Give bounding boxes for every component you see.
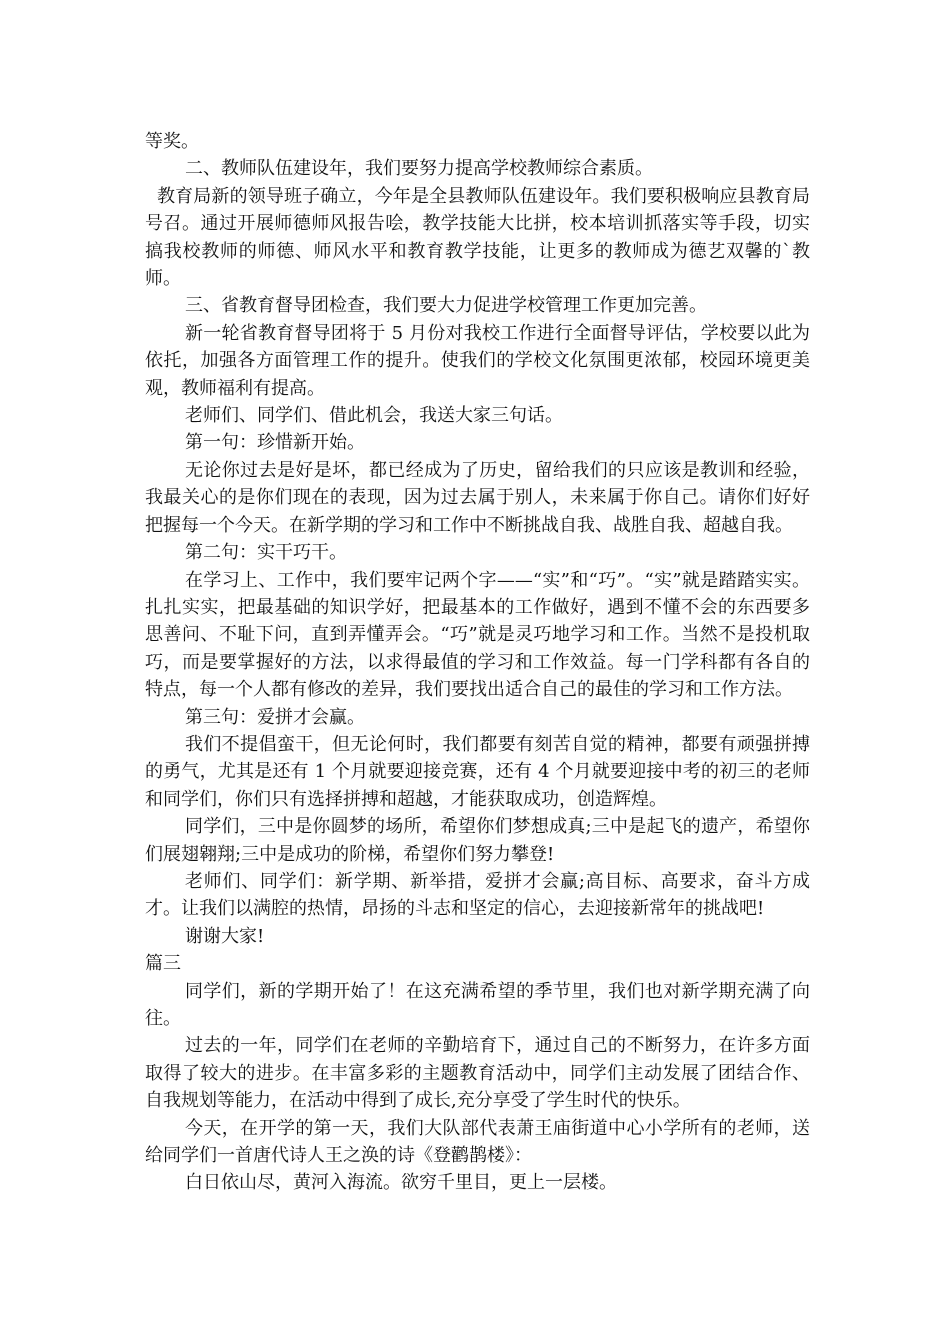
paragraph-20: 白日依山尽，黄河入海流。欲穷千里目，更上一层楼。 bbox=[185, 1172, 617, 1194]
paragraph-17: 同学们，新的学期开始了！在这充满希望的季节里，我们也对新学期充满了向往。 bbox=[145, 980, 810, 1029]
document-page bbox=[145, 128, 810, 1197]
paragraph-1: 等奖。 bbox=[145, 131, 199, 152]
paragraph-2: 二、教师队伍建设年，我们要努力提高学校教师综合素质。 bbox=[185, 158, 653, 180]
paragraph-8: 无论你过去是好是坏，都已经成为了历史，留给我们的只应该是教训和经验，我最关心的是你们现在的表现，因为过去属于别人，未来属于你自己。请你们好好把握每一个今天。在新学期的学习和工作中不断挑战自我、战胜自我、超越自我。 bbox=[145, 459, 810, 536]
paragraph-10: 在学习上、工作中，我们要牢记两个字——“实”和“巧”。“实”就是踏踏实实。扎扎实实，把最基础的知识学好，把最基本的工作做好，遇到不懂不会的东西要多思善问、不耻下问，直到弄懂弄会。“巧”就是灵巧地学习和工作。当然不是投机取巧，而是要掌握好的方法，以求得最值的学习和工作效益。每一门学科都有各自的特点，每一个人都有修改的差异，我们要找出适合自己的最佳的学习和工作方法。 bbox=[145, 569, 810, 701]
paragraph-3: 教育局新的领导班子确立，今年是全县教师队伍建设年。我们要积极响应县教育局号召。通过开展师德师风报告哙，教学技能大比拼，校本培训抓落实等手段，切实搞我校教师的师德、师风水平和教育教学技能，让更多的教师成为德艺双馨的`教师。 bbox=[145, 185, 810, 290]
paragraph-12: 我们不提倡蛮干，但无论何时，我们都要有刻苦自觉的精神，都要有顽强拼搏的勇气，尤其是还有 1 个月就要迎接竞赛，还有 4 个月就要迎接中考的初三的老师和同学们，你们只有选择拼搏和超越，才能获取成功，创造辉煌。 bbox=[145, 733, 810, 810]
paragraph-19: 今天，在开学的第一天，我们大队部代表萧王庙街道中心小学所有的老师，送给同学们一首唐代诗人王之涣的诗《登鹳鹊楼》： bbox=[145, 1117, 810, 1167]
paragraph-11: 第三句：爱拼才会赢。 bbox=[185, 706, 365, 728]
paragraph-4: 三、省教育督导团检查，我们要大力促进学校管理工作更加完善。 bbox=[185, 295, 707, 317]
paragraph-7: 第一句：珍惜新开始。 bbox=[185, 432, 365, 454]
paragraph-14: 老师们、同学们：新学期、新举措，爱拼才会赢;高目标、高要求，奋斗方成才。让我们以满腔的热情，昂扬的斗志和坚定的信心，去迎接新常年的挑战吧! bbox=[145, 870, 810, 920]
paragraph-6: 老师们、同学们、借此机会，我送大家三句话。 bbox=[185, 405, 563, 427]
paragraph-9: 第二句：实干巧干。 bbox=[185, 542, 347, 564]
section-heading: 篇三 bbox=[145, 953, 181, 975]
paragraph-18: 过去的一年，同学们在老师的辛勤培育下，通过自己的不断努力，在许多方面取得了较大的进步。在丰富多彩的主题教育活动中，同学们主动发展了团结合作、自我规划等能力，在活动中得到了成长,充分享受了学生时代的快乐。 bbox=[145, 1035, 810, 1112]
paragraph-13: 同学们，三中是你圆梦的场所，希望你们梦想成真;三中是起飞的遗产，希望你们展翅翱翔;三中是成功的阶梯，希望你们努力攀登! bbox=[145, 816, 810, 865]
paragraph-15: 谢谢大家! bbox=[185, 925, 265, 947]
paragraph-5: 新一轮省教育督导团将于 5 月份对我校工作进行全面督导评估，学校要以此为依托，加强各方面管理工作的提升。使我们的学校文化氛围更浓郁，校园环境更美观，教师福利有提高。 bbox=[145, 322, 810, 399]
